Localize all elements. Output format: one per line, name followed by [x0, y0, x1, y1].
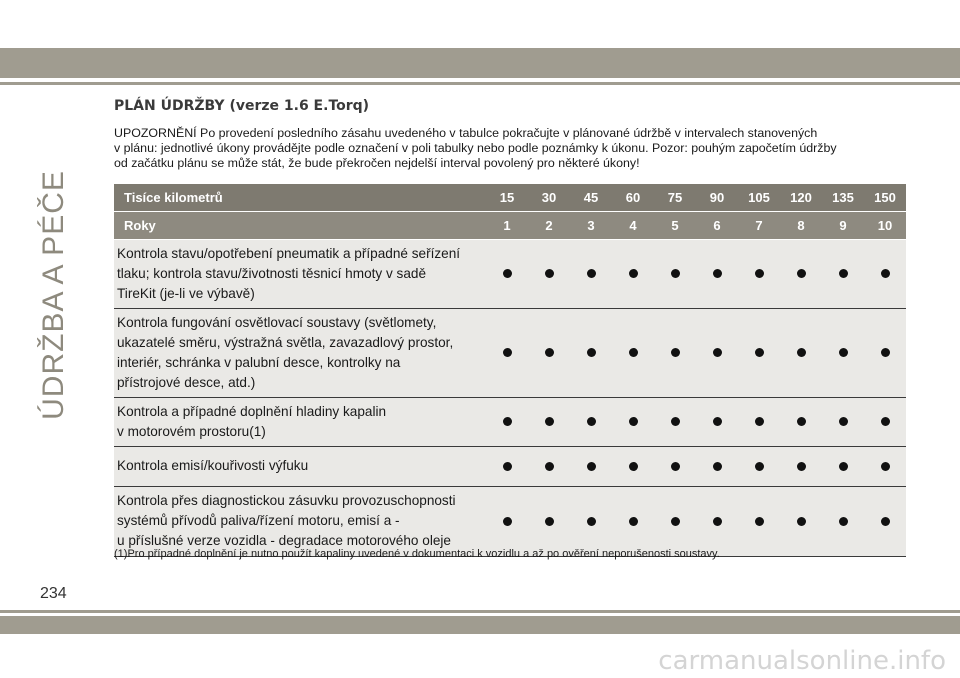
- check-dot-icon: [755, 462, 764, 471]
- check-dot-icon: [587, 269, 596, 278]
- check-dot-icon: [671, 517, 680, 526]
- warning-line: UPOZORNĚNÍ Po provedení posledního zásahu uvedeného v tabulce pokračujte v plánované údržbě v intervalech stanovených: [114, 126, 818, 140]
- km-header-cell: 105: [738, 184, 780, 212]
- years-header-cell: 8: [780, 212, 822, 240]
- task-line: v motorovém prostoru(1): [117, 424, 266, 439]
- interval-cell: [864, 309, 906, 398]
- check-dot-icon: [755, 417, 764, 426]
- check-dot-icon: [545, 517, 554, 526]
- interval-cell: [528, 309, 570, 398]
- check-dot-icon: [587, 417, 596, 426]
- watermark-text: carmanualsonline.info: [658, 646, 946, 676]
- check-dot-icon: [839, 417, 848, 426]
- task-line: přístrojové desce, atd.): [117, 375, 256, 390]
- check-dot-icon: [629, 462, 638, 471]
- task-line: interiér, schránka v palubní desce, kontrolky na: [117, 355, 401, 370]
- task-description: [114, 398, 486, 447]
- check-dot-icon: [587, 517, 596, 526]
- check-dot-icon: [839, 348, 848, 357]
- km-header-cell: 120: [780, 184, 822, 212]
- interval-cell: [612, 240, 654, 309]
- km-header-cell: 45: [570, 184, 612, 212]
- interval-cell: [738, 398, 780, 447]
- interval-cell: [486, 309, 528, 398]
- table-row: [114, 487, 906, 557]
- interval-cell: [780, 240, 822, 309]
- task-line: TireKit (je-li ve výbavě): [117, 286, 255, 301]
- years-header-cell: 3: [570, 212, 612, 240]
- km-header-cell: 90: [696, 184, 738, 212]
- check-dot-icon: [629, 269, 638, 278]
- interval-cell: [696, 398, 738, 447]
- check-dot-icon: [713, 269, 722, 278]
- task-line: Kontrola stavu/opotřebení pneumatik a případné seřízení: [117, 246, 461, 261]
- interval-cell: [486, 447, 528, 487]
- check-dot-icon: [797, 462, 806, 471]
- interval-cell: [528, 240, 570, 309]
- interval-cell: [738, 447, 780, 487]
- check-dot-icon: [503, 269, 512, 278]
- table-row: [114, 240, 906, 309]
- check-dot-icon: [545, 462, 554, 471]
- interval-cell: [528, 398, 570, 447]
- check-dot-icon: [629, 417, 638, 426]
- interval-cell: [570, 447, 612, 487]
- check-dot-icon: [881, 269, 890, 278]
- interval-cell: [864, 447, 906, 487]
- interval-cell: [654, 487, 696, 557]
- table-row: [114, 309, 906, 398]
- years-header-cell: 2: [528, 212, 570, 240]
- check-dot-icon: [881, 417, 890, 426]
- interval-cell: [822, 240, 864, 309]
- check-dot-icon: [503, 348, 512, 357]
- check-dot-icon: [503, 517, 512, 526]
- interval-cell: [528, 447, 570, 487]
- interval-cell: [612, 487, 654, 557]
- interval-cell: [780, 447, 822, 487]
- interval-cell: [486, 487, 528, 557]
- task-description: [114, 447, 486, 487]
- check-dot-icon: [671, 269, 680, 278]
- check-dot-icon: [587, 462, 596, 471]
- interval-cell: [654, 309, 696, 398]
- check-dot-icon: [503, 417, 512, 426]
- interval-cell: [822, 487, 864, 557]
- check-dot-icon: [713, 348, 722, 357]
- years-header-cell: 7: [738, 212, 780, 240]
- check-dot-icon: [797, 517, 806, 526]
- interval-cell: [822, 447, 864, 487]
- task-description: [114, 240, 486, 309]
- interval-cell: [696, 447, 738, 487]
- task-description: [114, 487, 486, 557]
- table-row: [114, 398, 906, 447]
- km-header-label: Tisíce kilometrů: [114, 184, 486, 212]
- km-header-cell: 30: [528, 184, 570, 212]
- check-dot-icon: [545, 348, 554, 357]
- km-header-row: [114, 184, 906, 212]
- km-header-cell: 60: [612, 184, 654, 212]
- task-description: [114, 309, 486, 398]
- check-dot-icon: [839, 517, 848, 526]
- side-section-title: ÚDRŽBA A PÉČE: [37, 170, 70, 420]
- interval-cell: [570, 240, 612, 309]
- interval-cell: [780, 487, 822, 557]
- check-dot-icon: [545, 269, 554, 278]
- years-header-cell: 5: [654, 212, 696, 240]
- interval-cell: [696, 487, 738, 557]
- task-line: ukazatelé směru, výstražná světla, zavazadlový prostor,: [117, 335, 454, 350]
- check-dot-icon: [629, 348, 638, 357]
- top-decor-bar: [0, 48, 960, 78]
- interval-cell: [654, 240, 696, 309]
- task-line: systémů přívodů paliva/řízení motoru, emisí a -: [117, 513, 400, 528]
- interval-cell: [570, 398, 612, 447]
- check-dot-icon: [881, 517, 890, 526]
- interval-cell: [612, 398, 654, 447]
- interval-cell: [864, 240, 906, 309]
- check-dot-icon: [755, 269, 764, 278]
- check-dot-icon: [629, 517, 638, 526]
- check-dot-icon: [797, 417, 806, 426]
- interval-cell: [654, 447, 696, 487]
- task-line: Kontrola přes diagnostickou zásuvku provozuschopnosti: [117, 493, 456, 508]
- interval-cell: [570, 309, 612, 398]
- warning-line: od začátku plánu se může stát, že bude překročen nejdelší interval povolený pro některé úkony!: [114, 156, 640, 170]
- task-line: Kontrola emisí/kouřivosti výfuku: [117, 458, 309, 473]
- task-line: u příslušné verze vozidla - degradace motorového oleje: [117, 533, 451, 548]
- check-dot-icon: [713, 462, 722, 471]
- check-dot-icon: [587, 348, 596, 357]
- years-header-cell: 6: [696, 212, 738, 240]
- check-dot-icon: [797, 348, 806, 357]
- km-header-cell: 135: [822, 184, 864, 212]
- check-dot-icon: [797, 269, 806, 278]
- check-dot-icon: [713, 517, 722, 526]
- check-dot-icon: [545, 417, 554, 426]
- interval-cell: [822, 309, 864, 398]
- page-heading: PLÁN ÚDRŽBY (verze 1.6 E.Torq): [114, 98, 370, 114]
- interval-cell: [696, 240, 738, 309]
- years-header-row: [114, 212, 906, 240]
- interval-cell: [486, 398, 528, 447]
- check-dot-icon: [503, 462, 512, 471]
- interval-cell: [780, 309, 822, 398]
- interval-cell: [486, 240, 528, 309]
- interval-cell: [612, 309, 654, 398]
- check-dot-icon: [755, 517, 764, 526]
- interval-cell: [738, 487, 780, 557]
- km-header-cell: 15: [486, 184, 528, 212]
- check-dot-icon: [713, 417, 722, 426]
- task-line: tlaku; kontrola stavu/životnosti těsnicí hmoty v sadě: [117, 266, 427, 281]
- years-header-cell: 4: [612, 212, 654, 240]
- years-header-cell: 1: [486, 212, 528, 240]
- check-dot-icon: [671, 417, 680, 426]
- warning-paragraph: [114, 126, 914, 171]
- warning-line: v plánu: jednotlivé úkony provádějte podle označení v poli tabulky nebo podle poznámky k úkonu. Pozor: pouhým započetím údržby: [114, 141, 837, 155]
- check-dot-icon: [839, 269, 848, 278]
- interval-cell: [738, 309, 780, 398]
- interval-cell: [612, 447, 654, 487]
- interval-cell: [864, 487, 906, 557]
- table-row: [114, 447, 906, 487]
- task-line: Kontrola fungování osvětlovací soustavy (světlomety,: [117, 315, 437, 330]
- table-footnote: (1)Pro případné doplnění je nutno použít kapaliny uvedené v dokumentaci k vozidlu a až po ověření neporušenosti soustavy.: [114, 548, 720, 560]
- interval-cell: [822, 398, 864, 447]
- check-dot-icon: [839, 462, 848, 471]
- years-header-label: Roky: [114, 212, 486, 240]
- check-dot-icon: [671, 462, 680, 471]
- bottom-decor-line: [0, 610, 960, 613]
- bottom-decor-bar: [0, 616, 960, 634]
- check-dot-icon: [755, 348, 764, 357]
- years-header-cell: 10: [864, 212, 906, 240]
- interval-cell: [780, 398, 822, 447]
- km-header-cell: 150: [864, 184, 906, 212]
- check-dot-icon: [671, 348, 680, 357]
- interval-cell: [570, 487, 612, 557]
- check-dot-icon: [881, 348, 890, 357]
- check-dot-icon: [881, 462, 890, 471]
- interval-cell: [696, 309, 738, 398]
- task-line: Kontrola a případné doplnění hladiny kapalin: [117, 404, 387, 419]
- top-decor-line: [0, 82, 960, 85]
- km-header-cell: 75: [654, 184, 696, 212]
- interval-cell: [528, 487, 570, 557]
- page-number: 234: [40, 585, 67, 602]
- maintenance-table: [114, 184, 906, 557]
- interval-cell: [738, 240, 780, 309]
- interval-cell: [654, 398, 696, 447]
- interval-cell: [864, 398, 906, 447]
- years-header-cell: 9: [822, 212, 864, 240]
